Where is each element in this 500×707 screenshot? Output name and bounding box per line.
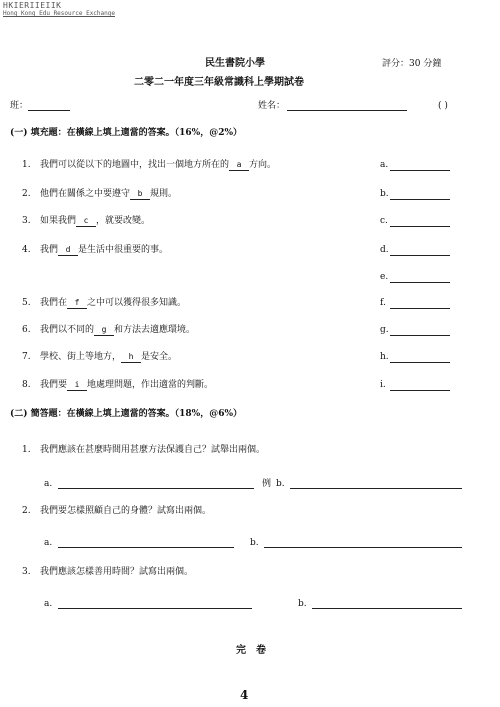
s1-q7 [22, 351, 177, 363]
s2-q1-text: 我們應該在甚麼時間用甚麼方法保護自己？試舉出兩個。 [40, 445, 266, 455]
s1-answer-2-line[interactable] [390, 190, 450, 200]
s1-q6-blank: g [94, 325, 114, 336]
s1-q7-num: 7. [22, 352, 31, 362]
s1-q8-num: 8. [22, 380, 31, 390]
s1-answer-4-line[interactable] [390, 246, 450, 256]
s2-q3-num: 3. [22, 567, 31, 577]
s2-q2-num: 2. [22, 506, 31, 516]
s1-q2-post: 規則。 [150, 189, 178, 199]
name-field[interactable] [287, 110, 407, 111]
s1-q6-pre: 我們以不同的 [40, 325, 95, 335]
s2-q3-b-label: b. [298, 599, 307, 609]
s1-answer-6-line[interactable] [390, 299, 450, 309]
s2-q2-a-label: a. [44, 538, 53, 548]
s1-q3-blank: c [76, 216, 96, 227]
s1-q3-num: 3. [22, 216, 31, 226]
s1-answer-5 [380, 271, 450, 283]
s1-q5-num: 5. [22, 298, 31, 308]
s1-answer-9-label: i. [380, 380, 386, 390]
s1-answer-9 [380, 379, 450, 391]
s1-q4-pre: 我們 [40, 245, 59, 255]
s1-answer-4 [380, 244, 450, 256]
s2-q1-b-line[interactable] [290, 488, 462, 489]
watermark-line2: Hong Kong Edu Resource Exchange [3, 9, 115, 17]
s2-q2-a-line[interactable] [58, 547, 234, 548]
s1-answer-3 [380, 215, 450, 227]
s1-answer-3-label: c. [380, 216, 388, 226]
s1-q2-blank: b [130, 189, 150, 200]
s1-answer-6-label: f. [380, 298, 386, 308]
s1-answer-2 [380, 188, 450, 200]
s2-q2-text: 我們要怎樣照顧自己的身體？試寫出兩個。 [40, 506, 212, 516]
s2-q1-b-label: b. [276, 479, 285, 489]
school-name: 民生書院小學 [205, 58, 265, 69]
s1-q4-blank: d [58, 245, 78, 256]
class-field[interactable] [28, 110, 70, 111]
s1-answer-5-label: e. [380, 272, 389, 282]
s1-answer-8 [380, 351, 450, 363]
class-number-paren: ( ) [438, 101, 448, 111]
s1-q4-post: 是生活中很重要的事。 [78, 245, 169, 255]
s1-q1-pre: 我們可以從以下的地圖中，找出一個地方所在的 [40, 160, 230, 170]
s1-answer-8-line[interactable] [390, 353, 450, 363]
s1-q6 [22, 324, 195, 336]
s2-q1-a-label: a. [44, 479, 53, 489]
s1-q6-post: 和方法去適應環境。 [114, 325, 196, 335]
score-info: 評分：30 分鐘 [382, 59, 442, 69]
s2-q3-text: 我們應該怎樣善用時間？試寫出兩個。 [40, 567, 194, 577]
s1-q4 [22, 244, 168, 256]
s2-q1-a-line[interactable] [58, 488, 254, 489]
s1-q2-pre: 他們在關係之中要遵守 [40, 189, 131, 199]
s1-answer-7 [380, 324, 450, 336]
watermark [3, 2, 115, 17]
watermark-line1: HKIERIIEIIK [3, 1, 62, 10]
section1-heading: (一) 填充題：在橫線上填上適當的答案。（16%，@2%） [10, 128, 243, 138]
section2-heading: (二) 簡答題：在橫線上填上適當的答案。（18%，@6%） [10, 409, 243, 419]
s1-answer-7-label: g. [380, 325, 389, 335]
s1-q8 [22, 379, 213, 391]
s1-answer-5-line[interactable] [390, 273, 450, 283]
s1-q5-blank: f [67, 298, 87, 309]
s1-q5 [22, 297, 186, 309]
s1-q2-num: 2. [22, 189, 31, 199]
s1-answer-6 [380, 297, 450, 309]
s2-q1 [22, 444, 265, 456]
s1-q7-pre: 學校、街上等地方， [40, 352, 122, 362]
s2-q2-b-line[interactable] [264, 547, 462, 548]
s1-q7-blank: h [121, 352, 141, 363]
s1-q2 [22, 188, 177, 200]
s1-q1 [22, 159, 276, 171]
s1-answer-4-label: d. [380, 245, 389, 255]
s2-q3-a-label: a. [44, 599, 53, 609]
s1-answer-2-label: b. [380, 189, 389, 199]
s2-q2 [22, 505, 211, 517]
s1-q1-post: 方向。 [249, 160, 277, 170]
s1-q3-pre: 如果我們 [40, 216, 77, 226]
s1-answer-1 [380, 159, 450, 171]
s1-answer-1-label: a. [380, 160, 389, 170]
name-label: 姓名： [258, 101, 286, 111]
s1-answer-1-line[interactable] [390, 161, 450, 171]
s1-q3 [22, 215, 150, 227]
s1-answer-7-line[interactable] [390, 326, 450, 336]
s1-q8-blank: i [67, 380, 87, 391]
s1-q8-pre: 我們要 [40, 380, 68, 390]
s1-q1-num: 1. [22, 160, 31, 170]
s1-q5-pre: 我們在 [40, 298, 68, 308]
s1-q3-post: ，就要改變。 [96, 216, 151, 226]
class-label: 班： [10, 101, 29, 111]
page-number: 4 [240, 688, 249, 702]
s1-answer-9-line[interactable] [390, 381, 450, 391]
s1-q1-blank: a [229, 160, 249, 171]
s2-q3-b-line[interactable] [312, 608, 462, 609]
s2-q3-a-line[interactable] [58, 608, 252, 609]
s1-q5-post: 之中可以獲得很多知識。 [87, 298, 187, 308]
s2-q2-b-label: b. [250, 538, 259, 548]
s1-q4-num: 4. [22, 245, 31, 255]
s1-q7-post: 是安全。 [141, 352, 178, 362]
s1-answer-8-label: h. [380, 352, 389, 362]
s2-q3 [22, 566, 193, 578]
s1-q6-num: 6. [22, 325, 31, 335]
s1-answer-3-line[interactable] [390, 217, 450, 227]
end-of-paper: 完 卷 [236, 645, 266, 656]
s2-q1-tail: 例 [262, 479, 272, 489]
s2-q1-num: 1. [22, 445, 31, 455]
s1-q8-post: 地處理問題，作出適當的判斷。 [87, 380, 214, 390]
exam-title: 二零二一年度三年級常識科上學期試卷 [134, 77, 304, 88]
